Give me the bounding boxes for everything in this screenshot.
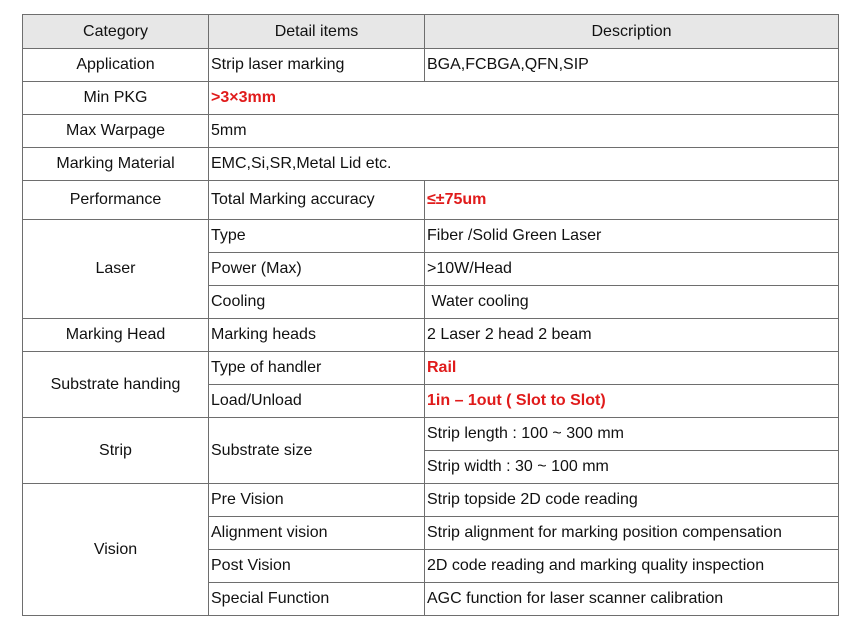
description-cell: 2 Laser 2 head 2 beam [425,319,839,352]
description-cell: BGA,FCBGA,QFN,SIP [425,49,839,82]
bottom-crop-edge [0,622,860,632]
description-cell: Strip topside 2D code reading [425,484,839,517]
detail-cell: Substrate size [209,418,425,484]
table-row [23,148,839,181]
value-cell: 5mm [209,115,839,148]
table-row [23,352,839,385]
description-cell: >10W/Head [425,253,839,286]
category-cell: Min PKG [23,82,209,115]
detail-cell: Marking heads [209,319,425,352]
description-cell: Strip length : 100 ~ 300 mm [425,418,839,451]
detail-cell: Pre Vision [209,484,425,517]
category-cell: Performance [23,181,209,220]
table-row [23,115,839,148]
table-row [23,319,839,352]
description-cell: Rail [425,352,839,385]
description-cell: Strip alignment for marking position compensation [425,517,839,550]
category-cell: Laser [23,220,209,319]
value-cell: EMC,Si,SR,Metal Lid etc. [209,148,839,181]
description-cell: Fiber /Solid Green Laser [425,220,839,253]
detail-cell: Type of handler [209,352,425,385]
table-row [23,418,839,451]
detail-cell: Type [209,220,425,253]
category-cell: Substrate handing [23,352,209,418]
table-row [23,82,839,115]
detail-cell: Total Marking accuracy [209,181,425,220]
header-row [23,15,839,49]
header-description: Description [425,15,839,49]
description-cell: 2D code reading and marking quality inspection [425,550,839,583]
detail-cell: Load/Unload [209,385,425,418]
header-category: Category [23,15,209,49]
description-cell: Water cooling [425,286,839,319]
description-cell: ≤±75um [425,181,839,220]
category-cell: Application [23,49,209,82]
detail-cell: Strip laser marking [209,49,425,82]
detail-cell: Power (Max) [209,253,425,286]
table-row [23,484,839,517]
detail-cell: Cooling [209,286,425,319]
detail-cell: Post Vision [209,550,425,583]
category-cell: Strip [23,418,209,484]
description-cell: AGC function for laser scanner calibration [425,583,839,616]
table-row [23,181,839,220]
value-cell: >3×3mm [209,82,839,115]
detail-cell: Alignment vision [209,517,425,550]
description-cell: Strip width : 30 ~ 100 mm [425,451,839,484]
table-row [23,220,839,253]
detail-cell: Special Function [209,583,425,616]
category-cell: Marking Head [23,319,209,352]
table-row [23,49,839,82]
spec-table [22,14,839,616]
category-cell: Marking Material [23,148,209,181]
description-cell: 1in – 1out ( Slot to Slot) [425,385,839,418]
category-cell: Max Warpage [23,115,209,148]
category-cell: Vision [23,484,209,616]
header-detail-items: Detail items [209,15,425,49]
